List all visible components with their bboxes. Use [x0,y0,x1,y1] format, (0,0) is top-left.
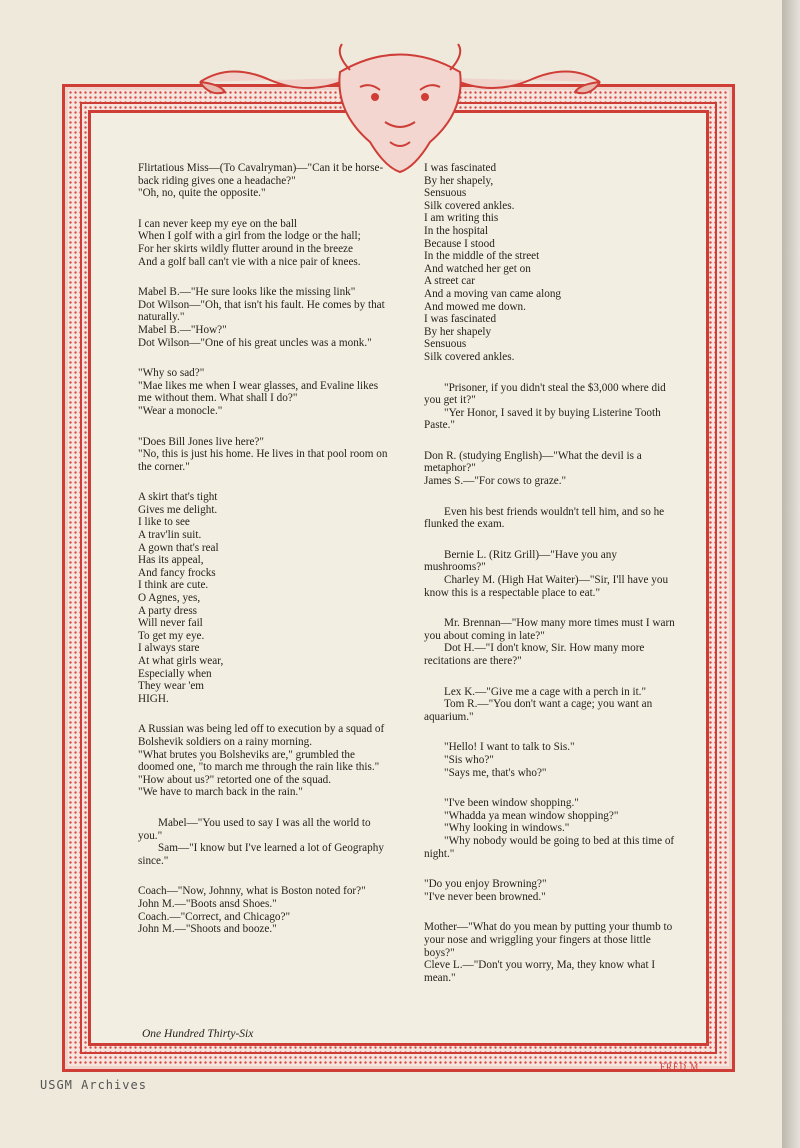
text-line: "We have to march back in the rain." [138,786,303,799]
text-line: Dot Wilson—"One of his great uncles was a monk." [138,336,372,349]
text-line: "Why nobody would be going to bed at this time of night." [424,834,675,860]
text-line: "Why so sad?" [138,367,205,380]
text-line: And watched her get on [424,262,531,275]
text-line: Even his best friends wouldn't tell him, and so he flunked the exam. [424,505,665,531]
text-line: John M.—"Shoots and booze." [138,923,277,936]
text-line: James S.—"For cows to graze." [424,475,567,488]
text-line: For her skirts wildly flutter around in the breeze [138,242,353,255]
text-line: By her shapely [424,325,492,338]
text-line: A street car [424,275,475,288]
text-line: And a golf ball can't vie with a nice pair of knees. [138,255,361,268]
text-line: Mr. Brennan—"How many more times must I warn you about coming in late?" [424,617,675,642]
spacer [424,860,679,878]
text-line: Dot H.—"I don't know, Sir. How many more recitations are there?" [424,642,645,667]
text-line: A skirt that's tight [138,491,218,504]
left-column [138,162,392,936]
spacer [424,668,679,686]
page-footer: One Hundred Thirty-Six [142,1028,254,1040]
text-line: Mother—"What do you mean by putting your thumb to your nose and wriggling your fingers at those little boys?" [424,921,673,959]
spacer [424,488,679,506]
text-line: "Hello! I want to talk to Sis." [444,741,575,754]
text-line: Bernie L. (Ritz Grill)—"Have you any mushrooms?" [424,548,617,574]
spacer [138,200,392,218]
spacer [138,705,392,723]
spacer [138,268,392,286]
text-line: Sensuous [424,338,467,351]
text-line: "Sis who?" [444,753,494,766]
text-line: Flirtatious Miss—(To Cavalryman)—"Can it be horse-back riding gives one a headache?" [138,162,384,187]
text-line: Because I stood [424,237,495,250]
text-line: I was fascinated [424,313,497,326]
text-line: Coach—"Now, Johnny, what is Boston noted for?" [138,885,366,898]
spacer [138,867,392,885]
text-line: I can never keep my eye on the ball [138,217,298,230]
text-line: Charley M. (High Hat Waiter)—"Sir, I'll have you know this is a respectable place to eat." [424,574,669,599]
text-line: "Yer Honor, I saved it by buying Listerine Tooth Paste." [424,406,661,432]
text-line: Will never fail [138,617,203,630]
text-line: Sensuous [424,187,467,200]
spacer [424,364,679,382]
text-line: Mabel B.—"How?" [138,323,227,336]
right-column [424,162,679,984]
text-line: HIGH. [138,692,169,705]
text-line: And fancy frocks [138,566,216,579]
text-line: In the middle of the street [424,250,540,263]
text-line: Silk covered ankles. [424,350,515,363]
text-line: By her shapely, [424,174,494,187]
spacer [424,903,679,921]
text-line: O Agnes, yes, [138,592,201,605]
text-line: "No, this is just his home. He lives in that pool room on the corner." [138,448,388,473]
text-line: "Whadda ya mean window shopping?" [444,809,619,822]
archive-watermark: USGM Archives [40,1078,147,1092]
text-line: A trav'lin suit. [138,529,202,542]
text-line: Mabel B.—"He sure looks like the missing link" [138,286,356,299]
text-line: A Russian was being led off to execution by a squad of Bolshevik soldiers on a rainy morning. [138,723,385,748]
text-line: To get my eye. [138,629,205,642]
text-line: Sam—"I know but I've learned a lot of Geography since." [138,842,384,867]
text-line: "Wear a monocle." [138,404,223,417]
text-line: I was fascinated [424,162,497,174]
text-line: "Why looking in windows." [444,822,570,835]
text-line: Silk covered ankles. [424,199,515,212]
text-line: "Does Bill Jones live here?" [138,435,264,448]
page-edge [782,0,800,1148]
text-line: I like to see [138,516,190,529]
text-line: I always stare [138,642,200,655]
spacer [138,349,392,367]
text-line: "What brutes you Bolsheviks are," grumbled the doomed one, "to march me through the rain like this." [138,748,380,774]
spacer [138,799,392,817]
text-line: Don R. (studying English)—"What the devil is a metaphor?" [424,449,642,475]
text-line: "How about us?" retorted one of the squad. [138,773,332,786]
text-line: Especially when [138,667,212,680]
text-line: Lex K.—"Give me a cage with a perch in it." [444,685,647,698]
artist-signature: FRED M [660,1062,700,1072]
text-line: Mabel—"You used to say I was all the world to you." [138,816,371,842]
text-line: "Mae likes me when I wear glasses, and Evaline likes me without them. What shall I do?" [138,379,379,405]
text-line: "Oh, no, quite the opposite." [138,187,266,200]
text-line: "Says me, that's who?" [444,766,547,779]
text-line: A party dress [138,604,198,617]
text-line: Cleve L.—"Don't you worry, Ma, they know what I mean." [424,959,656,984]
text-line: Tom R.—"You don't want a cage; you want an aquarium." [424,698,653,723]
text-line: A gown that's real [138,541,219,554]
text-line: "I've never been browned." [424,890,546,903]
text-line: John M.—"Boots ansd Shoes." [138,897,277,910]
text-line: Dot Wilson—"Oh, that isn't his fault. He comes by that naturally." [138,298,385,324]
text-line: "I've been window shopping." [444,797,579,810]
buffalo-banner-illustration [190,42,610,182]
text-line: At what girls wear, [138,655,224,667]
spacer [424,779,679,797]
text-line: I am writing this [424,212,499,225]
text-line: Coach.—"Correct, and Chicago?" [138,910,291,923]
text-line: In the hospital [424,224,489,237]
text-line: I think are cute. [138,579,209,592]
text-line: Has its appeal, [138,554,204,567]
text-line: They wear 'em [138,680,204,693]
spacer [424,723,679,741]
spacer [138,473,392,491]
text-line: "Prisoner, if you didn't steal the $3,000 where did you get it?" [424,381,666,407]
spacer [424,531,679,549]
text-line: "Do you enjoy Browning?" [424,878,547,891]
spacer [424,432,679,450]
text-line: Gives me delight. [138,503,218,516]
text-line: When I golf with a girl from the lodge or the hall; [138,230,361,243]
spacer [424,599,679,617]
text-line: And a moving van came along [424,287,562,300]
spacer [138,418,392,436]
text-line: And mowed me down. [424,300,526,313]
